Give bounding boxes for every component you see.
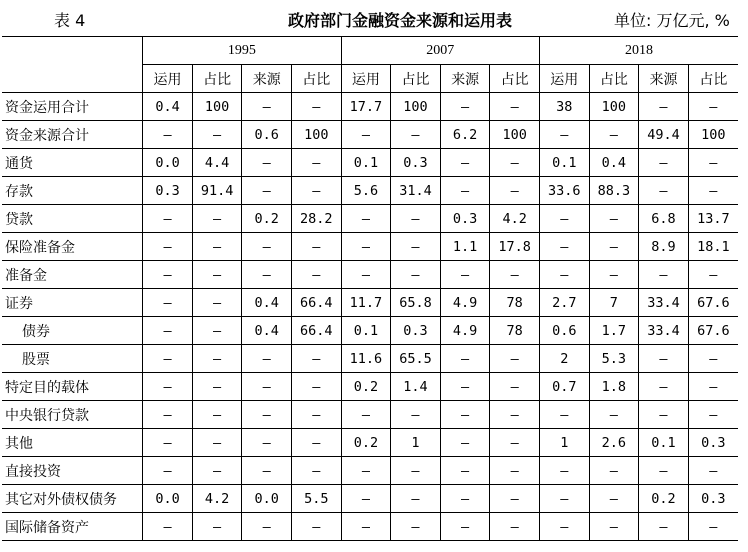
- table-cell: –: [242, 345, 292, 373]
- row-label: 股票: [2, 345, 143, 373]
- table-cell: –: [292, 149, 342, 177]
- table-cell: 33.4: [639, 317, 689, 345]
- table-cell: –: [242, 177, 292, 205]
- table-cell: 91.4: [192, 177, 242, 205]
- table-cell: –: [292, 513, 342, 541]
- row-label: 债券: [2, 317, 143, 345]
- table-row: [2, 289, 738, 317]
- table-cell: –: [440, 149, 490, 177]
- table-cell: 0.0: [143, 149, 193, 177]
- table-cell: –: [391, 401, 441, 429]
- table-cell: –: [292, 93, 342, 121]
- table-cell: –: [490, 261, 540, 289]
- table-cell: 0.4: [589, 149, 639, 177]
- table-cell: –: [490, 485, 540, 513]
- table-cell: 100: [192, 93, 242, 121]
- table-cell: 1.8: [589, 373, 639, 401]
- table-cell: –: [242, 261, 292, 289]
- table-cell: –: [242, 513, 292, 541]
- table-row: [2, 401, 738, 429]
- table-cell: 1.4: [391, 373, 441, 401]
- table-cell: 0.1: [639, 429, 689, 457]
- table-cell: 2.7: [539, 289, 589, 317]
- table-cell: 0.3: [143, 177, 193, 205]
- row-label: 中央银行贷款: [2, 401, 143, 429]
- table-cell: –: [490, 513, 540, 541]
- table-cell: –: [192, 457, 242, 485]
- table-cell: –: [192, 401, 242, 429]
- row-label: 准备金: [2, 261, 143, 289]
- table-cell: 1.7: [589, 317, 639, 345]
- table-cell: 1: [391, 429, 441, 457]
- table-cell: –: [539, 513, 589, 541]
- table-cell: –: [490, 93, 540, 121]
- table-cell: 11.7: [341, 289, 391, 317]
- table-cell: –: [391, 205, 441, 233]
- table-cell: –: [292, 233, 342, 261]
- table-cell: –: [292, 401, 342, 429]
- table-cell: –: [688, 345, 738, 373]
- column-header: 运用: [539, 65, 589, 93]
- table-cell: 78: [490, 289, 540, 317]
- table-cell: –: [639, 261, 689, 289]
- table-cell: –: [192, 261, 242, 289]
- table-cell: –: [242, 233, 292, 261]
- table-cell: 1.1: [440, 233, 490, 261]
- table-cell: –: [341, 233, 391, 261]
- table-cell: –: [639, 177, 689, 205]
- table-row: [2, 373, 738, 401]
- table-cell: 17.7: [341, 93, 391, 121]
- column-header: 占比: [490, 65, 540, 93]
- table-cell: –: [292, 429, 342, 457]
- table-cell: 0.2: [242, 205, 292, 233]
- table-cell: 65.5: [391, 345, 441, 373]
- column-header: 来源: [639, 65, 689, 93]
- column-header: 占比: [589, 65, 639, 93]
- row-label: 通货: [2, 149, 143, 177]
- table-cell: –: [391, 513, 441, 541]
- column-header: 运用: [143, 65, 193, 93]
- table-cell: –: [143, 345, 193, 373]
- table-cell: –: [539, 401, 589, 429]
- table-cell: 6.2: [440, 121, 490, 149]
- unit-label: 单位: 万亿元, %: [614, 11, 730, 30]
- table-cell: 4.2: [192, 485, 242, 513]
- table-cell: –: [341, 401, 391, 429]
- table-row: [2, 513, 738, 541]
- table-cell: –: [242, 429, 292, 457]
- table-cell: –: [688, 93, 738, 121]
- table-cell: –: [539, 121, 589, 149]
- table-row: [2, 457, 738, 485]
- table-cell: 31.4: [391, 177, 441, 205]
- table-row: [2, 317, 738, 345]
- table-cell: 0.3: [440, 205, 490, 233]
- table-cell: 100: [688, 121, 738, 149]
- table-cell: –: [341, 513, 391, 541]
- year-header-row: [2, 37, 738, 65]
- table-cell: –: [490, 429, 540, 457]
- row-label: 其他: [2, 429, 143, 457]
- table-cell: 33.6: [539, 177, 589, 205]
- table-cell: –: [192, 373, 242, 401]
- table-row: [2, 429, 738, 457]
- table-cell: –: [440, 513, 490, 541]
- table-cell: 0.6: [242, 121, 292, 149]
- table-cell: –: [143, 457, 193, 485]
- column-header: 来源: [242, 65, 292, 93]
- table-cell: –: [242, 457, 292, 485]
- table-cell: 5.6: [341, 177, 391, 205]
- table-header: [0, 0, 748, 36]
- table-cell: –: [490, 149, 540, 177]
- table-cell: 0.3: [688, 485, 738, 513]
- table-cell: 0.4: [242, 317, 292, 345]
- table-cell: 33.4: [639, 289, 689, 317]
- row-label: 保险准备金: [2, 233, 143, 261]
- table-cell: –: [242, 401, 292, 429]
- table-cell: 67.6: [688, 289, 738, 317]
- table-number: 表 4: [54, 11, 86, 30]
- year-1995: 1995: [143, 37, 341, 65]
- table-cell: 0.1: [539, 149, 589, 177]
- table-cell: 100: [391, 93, 441, 121]
- table-cell: –: [688, 513, 738, 541]
- table-cell: 13.7: [688, 205, 738, 233]
- table-cell: 78: [490, 317, 540, 345]
- table-cell: –: [192, 289, 242, 317]
- table-cell: 88.3: [589, 177, 639, 205]
- table-row: [2, 149, 738, 177]
- table-cell: 2: [539, 345, 589, 373]
- column-header: 来源: [440, 65, 490, 93]
- table-cell: –: [391, 233, 441, 261]
- table-cell: –: [589, 485, 639, 513]
- table-cell: –: [341, 261, 391, 289]
- table-cell: –: [688, 149, 738, 177]
- table-cell: –: [688, 373, 738, 401]
- table-cell: –: [292, 457, 342, 485]
- table-cell: 100: [292, 121, 342, 149]
- table-cell: –: [688, 401, 738, 429]
- table-title: 政府部门金融资金来源和运用表: [288, 11, 513, 30]
- table-cell: –: [391, 121, 441, 149]
- table-cell: 4.9: [440, 317, 490, 345]
- table-cell: –: [391, 485, 441, 513]
- table-cell: –: [539, 457, 589, 485]
- table-cell: 100: [490, 121, 540, 149]
- table-cell: –: [242, 93, 292, 121]
- table-cell: –: [639, 513, 689, 541]
- table-cell: 1: [539, 429, 589, 457]
- table-cell: –: [292, 345, 342, 373]
- table-cell: –: [589, 457, 639, 485]
- table-cell: 0.0: [242, 485, 292, 513]
- table-row: [2, 345, 738, 373]
- table-cell: 28.2: [292, 205, 342, 233]
- table-cell: –: [639, 149, 689, 177]
- table-row: [2, 93, 738, 121]
- table-cell: –: [440, 345, 490, 373]
- table-cell: –: [192, 121, 242, 149]
- table-row: [2, 205, 738, 233]
- table-cell: –: [143, 373, 193, 401]
- table-cell: –: [242, 373, 292, 401]
- table-cell: –: [639, 373, 689, 401]
- table-cell: –: [440, 93, 490, 121]
- table-cell: –: [440, 373, 490, 401]
- row-label: 贷款: [2, 205, 143, 233]
- table-cell: –: [192, 317, 242, 345]
- table-cell: 0.3: [688, 429, 738, 457]
- table-cell: –: [490, 401, 540, 429]
- table-cell: –: [539, 205, 589, 233]
- row-label: 存款: [2, 177, 143, 205]
- table-cell: 6.8: [639, 205, 689, 233]
- table-cell: –: [143, 401, 193, 429]
- column-header: 占比: [292, 65, 342, 93]
- table-cell: 100: [589, 93, 639, 121]
- table-row: [2, 177, 738, 205]
- table-cell: –: [589, 401, 639, 429]
- table-cell: 0.1: [341, 317, 391, 345]
- table-body: [2, 93, 738, 541]
- column-header: 占比: [192, 65, 242, 93]
- funds-table: [2, 36, 738, 541]
- table-cell: –: [391, 261, 441, 289]
- row-label: 直接投资: [2, 457, 143, 485]
- table-cell: –: [143, 205, 193, 233]
- corner-cell: [2, 37, 143, 93]
- table-cell: 11.6: [341, 345, 391, 373]
- table-cell: –: [143, 121, 193, 149]
- table-cell: 8.9: [639, 233, 689, 261]
- table-cell: 0.2: [341, 429, 391, 457]
- table-cell: –: [192, 345, 242, 373]
- table-cell: 0.4: [143, 93, 193, 121]
- table-cell: 0.2: [341, 373, 391, 401]
- table-cell: –: [341, 457, 391, 485]
- table-row: [2, 485, 738, 513]
- table-cell: –: [143, 233, 193, 261]
- table-cell: –: [391, 457, 441, 485]
- table-cell: 67.6: [688, 317, 738, 345]
- table-cell: –: [192, 205, 242, 233]
- table-cell: 0.4: [242, 289, 292, 317]
- table-cell: –: [341, 205, 391, 233]
- year-2007: 2007: [341, 37, 539, 65]
- column-header: 占比: [688, 65, 738, 93]
- table-cell: –: [341, 121, 391, 149]
- table-cell: 2.6: [589, 429, 639, 457]
- column-header: 运用: [341, 65, 391, 93]
- table-cell: 4.2: [490, 205, 540, 233]
- table-cell: –: [440, 401, 490, 429]
- table-cell: 0.6: [539, 317, 589, 345]
- table-row: [2, 233, 738, 261]
- table-cell: –: [639, 457, 689, 485]
- table-cell: –: [440, 457, 490, 485]
- year-2018: 2018: [539, 37, 738, 65]
- table-cell: 4.9: [440, 289, 490, 317]
- table-cell: –: [490, 373, 540, 401]
- table-cell: –: [192, 233, 242, 261]
- table-cell: 66.4: [292, 317, 342, 345]
- table-cell: 0.2: [639, 485, 689, 513]
- table-cell: –: [688, 177, 738, 205]
- table-cell: –: [490, 457, 540, 485]
- table-cell: –: [490, 177, 540, 205]
- row-label: 资金来源合计: [2, 121, 143, 149]
- table-cell: –: [639, 93, 689, 121]
- table-cell: 4.4: [192, 149, 242, 177]
- table-cell: 65.8: [391, 289, 441, 317]
- table-cell: 38: [539, 93, 589, 121]
- table-cell: –: [143, 317, 193, 345]
- table-cell: 5.3: [589, 345, 639, 373]
- table-cell: 7: [589, 289, 639, 317]
- row-label: 国际储备资产: [2, 513, 143, 541]
- table-cell: 17.8: [490, 233, 540, 261]
- table-cell: –: [490, 345, 540, 373]
- table-cell: –: [143, 429, 193, 457]
- table-cell: –: [589, 205, 639, 233]
- row-label: 其它对外债权债务: [2, 485, 143, 513]
- table-cell: 18.1: [688, 233, 738, 261]
- row-label: 资金运用合计: [2, 93, 143, 121]
- table-cell: –: [292, 177, 342, 205]
- table-cell: –: [688, 457, 738, 485]
- table-cell: –: [639, 401, 689, 429]
- column-header: 占比: [391, 65, 441, 93]
- table-cell: –: [688, 261, 738, 289]
- table-row: [2, 261, 738, 289]
- table-cell: –: [292, 261, 342, 289]
- table-cell: 5.5: [292, 485, 342, 513]
- table-cell: –: [539, 261, 589, 289]
- table-cell: –: [143, 289, 193, 317]
- table-cell: –: [440, 485, 490, 513]
- table-cell: –: [589, 261, 639, 289]
- table-cell: –: [341, 485, 391, 513]
- table-cell: 0.3: [391, 149, 441, 177]
- row-label: 证券: [2, 289, 143, 317]
- table-cell: –: [143, 513, 193, 541]
- table-cell: –: [192, 513, 242, 541]
- table-cell: –: [440, 177, 490, 205]
- row-label: 特定目的载体: [2, 373, 143, 401]
- table-cell: –: [589, 121, 639, 149]
- table-cell: 66.4: [292, 289, 342, 317]
- table-cell: 0.0: [143, 485, 193, 513]
- table-cell: –: [192, 429, 242, 457]
- table-cell: –: [589, 513, 639, 541]
- table-cell: 49.4: [639, 121, 689, 149]
- table-cell: 0.3: [391, 317, 441, 345]
- table-cell: –: [639, 345, 689, 373]
- table-cell: –: [440, 261, 490, 289]
- table-cell: –: [242, 149, 292, 177]
- table-cell: –: [440, 429, 490, 457]
- table-cell: –: [143, 261, 193, 289]
- table-cell: –: [539, 233, 589, 261]
- table-cell: 0.1: [341, 149, 391, 177]
- table-cell: –: [539, 485, 589, 513]
- table-cell: –: [292, 373, 342, 401]
- table-cell: 0.7: [539, 373, 589, 401]
- table-cell: –: [589, 233, 639, 261]
- table-row: [2, 121, 738, 149]
